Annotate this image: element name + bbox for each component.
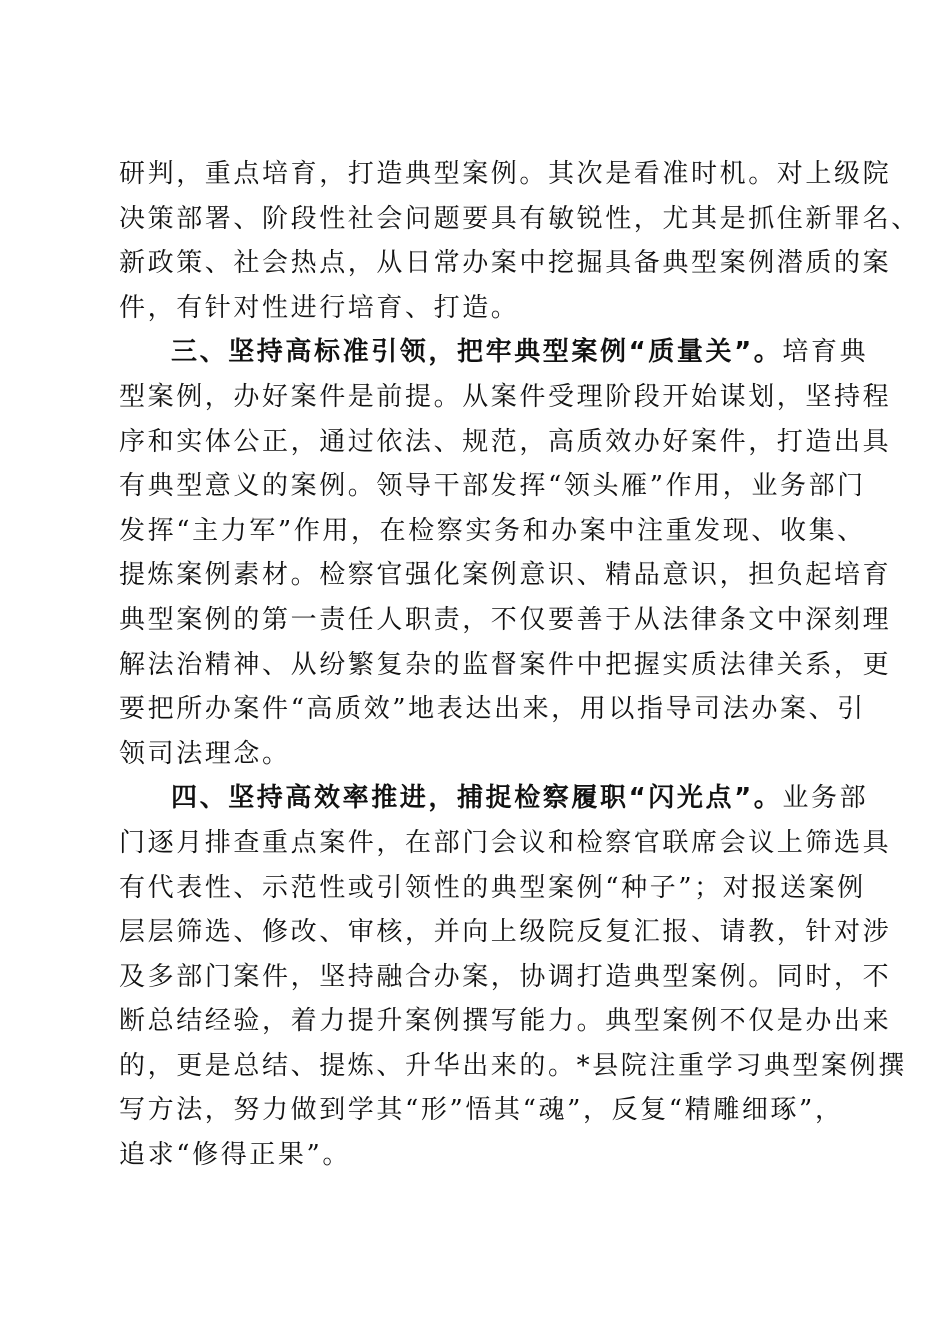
body-line: 提炼案例素材。检察官强化案例意识、精品意识，担负起培育 bbox=[119, 560, 892, 591]
body-line: 断总结经验，着力提升案例撰写能力。典型案例不仅是办出来 bbox=[119, 1006, 892, 1037]
body-line: 发挥“主力军”作用，在检察实务和办案中注重发现、收集、 bbox=[119, 515, 866, 546]
section-3-heading: 三、坚持高标准引领，把牢典型案例“质量关”。 bbox=[171, 337, 783, 368]
document-body bbox=[119, 152, 920, 1178]
body-line: 领司法理念。 bbox=[119, 738, 291, 769]
section-4-first-line bbox=[119, 776, 869, 821]
section-4-heading: 四、坚持高效率推进，捕捉检察履职“闪光点”。 bbox=[171, 783, 783, 814]
section-3-first-line bbox=[119, 330, 869, 375]
body-line: 的，更是总结、提炼、升华出来的。*县院注重学习典型案例撰 bbox=[119, 1050, 907, 1081]
section-3-first-line-tail: 培育典 bbox=[782, 337, 869, 368]
body-line: 新政策、社会热点，从日常办案中挖掘具备典型案例潜质的案 bbox=[119, 248, 892, 279]
body-line: 典型案例的第一责任人职责，不仅要善于从法律条文中深刻理 bbox=[119, 604, 892, 635]
body-line: 序和实体公正，通过依法、规范，高质效办好案件，打造出具 bbox=[119, 426, 892, 457]
body-line: 型案例，办好案件是前提。从案件受理阶段开始谋划，坚持程 bbox=[119, 381, 892, 412]
body-line: 写方法，努力做到学其“形”悟其“魂”，反复“精雕细琢”， bbox=[119, 1095, 844, 1126]
body-line: 门逐月排查重点案件，在部门会议和检察官联席会议上筛选具 bbox=[119, 827, 892, 858]
body-line: 有代表性、示范性或引领性的典型案例“种子”；对报送案例 bbox=[119, 872, 866, 903]
body-line: 要把所办案件“高质效”地表达出来，用以指导司法办案、引 bbox=[119, 694, 866, 725]
body-line: 解法治精神、从纷繁复杂的监督案件中把握实质法律关系，更 bbox=[119, 649, 892, 680]
body-line: 层层筛选、修改、审核，并向上级院反复汇报、请教，针对涉 bbox=[119, 917, 892, 948]
section-4-first-line-tail: 业务部 bbox=[782, 783, 869, 814]
body-line: 研判，重点培育，打造典型案例。其次是看准时机。对上级院 bbox=[119, 159, 892, 189]
body-line: 件，有针对性进行培育、打造。 bbox=[119, 292, 520, 323]
body-line: 追求“修得正果”。 bbox=[119, 1140, 351, 1171]
body-line: 及多部门案件，坚持融合办案，协调打造典型案例。同时，不 bbox=[119, 961, 892, 992]
body-line: 有典型意义的案例。领导干部发挥“领头雁”作用，业务部门 bbox=[119, 471, 866, 502]
body-line: 决策部署、阶段性社会问题要具有敏锐性，尤其是抓住新罪名、 bbox=[119, 203, 920, 234]
